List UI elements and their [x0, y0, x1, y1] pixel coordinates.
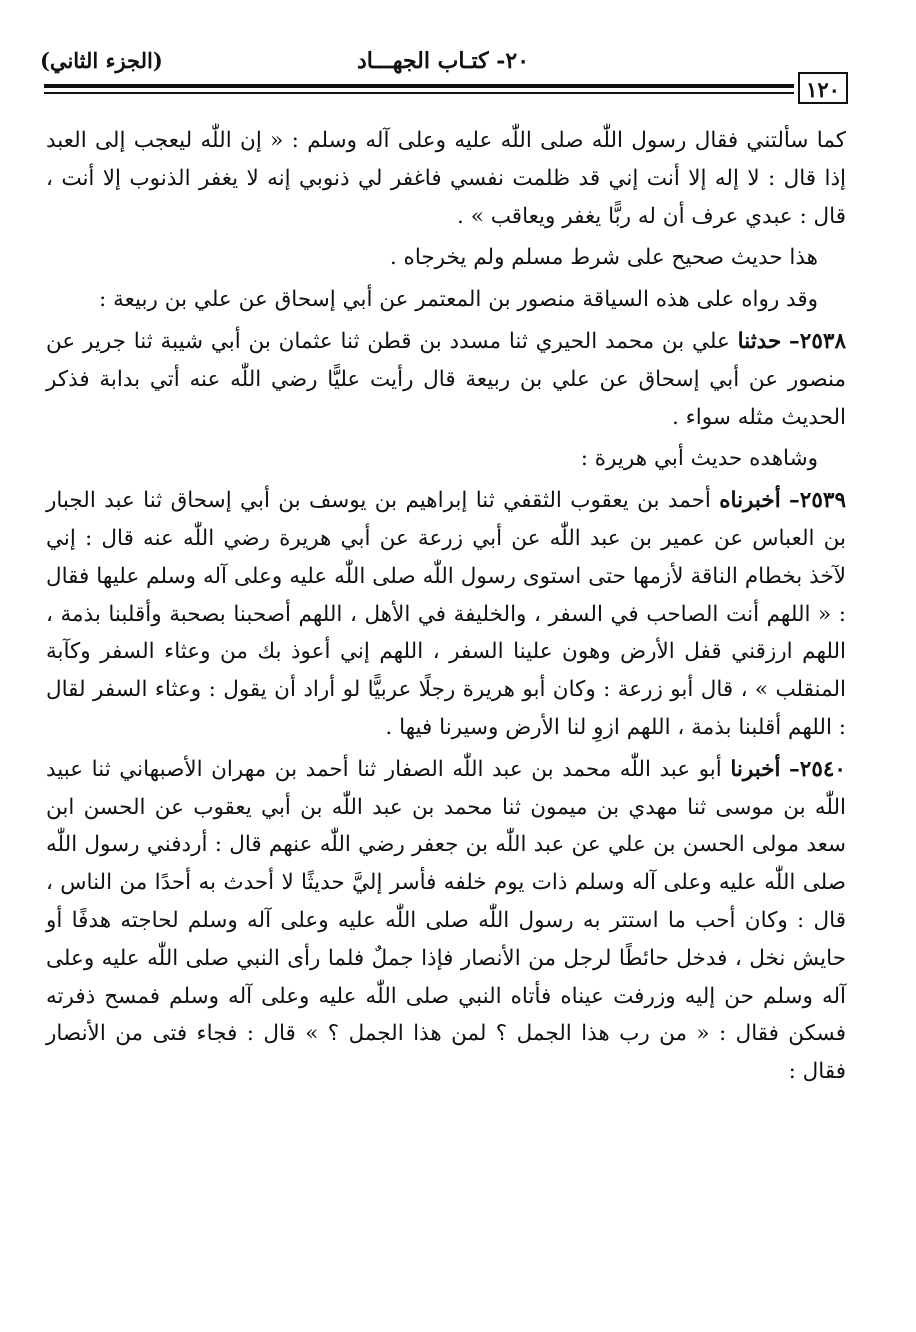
- paragraph: وشاهده حديث أبي هريرة :: [580, 446, 818, 472]
- hadith-2539: [46, 482, 846, 747]
- hadith-number: ٢٥٣٩–: [789, 488, 846, 514]
- hadith-lead-word: أخبرنا: [730, 756, 781, 782]
- paragraph: كما سألتني فقال رسول اللّٰه صلى اللّٰه عليه وعلى آله وسلم : « إن اللّٰه ليعجب إلى العبد إذا قال : لا إله إلا أنت إني قد ظلمت نفسي فاغفر لي ذنوبي إنه لا يغفر الذنوب إلا أنت ، قال : عبدي عرف أن له ربًّا يغفر ويعاقب » .: [46, 128, 846, 229]
- hadith-2540: [46, 751, 846, 1091]
- paragraph: وقد رواه على هذه السياقة منصور بن المعتمر عن أبي إسحاق عن علي بن ربيعة :: [99, 287, 818, 313]
- hadith-2538: [46, 323, 846, 436]
- book-chapter-title: ٢٠- كتـاب الجهـــاد: [356, 48, 530, 74]
- hadith-text: أحمد بن يعقوب الثقفي ثنا إبراهيم بن يوسف بن أبي إسحاق ثنا عبد الجبار بن العباس عن عمير بن عبد اللّٰه عن أبي زرعة عن أبي هريرة رضي اللّٰه عنه قال : إني لآخذ بخطام الناقة لأزمها حتى استوى رسول اللّٰه صلى اللّٰه عليه وعلى آله وسلم عليها فقال : « اللهم أنت الصاحب في السفر ، والخليفة في الأهل ، اللهم أصحبنا بصحبة وأقلبنا بذمة ، اللهم ارزقني قفل الأرض وهون علينا السفر ، اللهم إني أعوذ بك من وعثاء السفر وكآبة المنقلب » ، قال أبو زرعة : وكان أبو هريرة رجلًا عربيًّا لو أراد أن يقول : وعثاء السفر لقال : اللهم أقلبنا بذمة ، اللهم ازوِ لنا الأرض وسيرنا فيها .: [46, 488, 846, 740]
- hadith-text: علي بن محمد الحيري ثنا مسدد بن قطن ثنا عثمان بن أبي شيبة ثنا جرير عن منصور عن أبي إسحاق عن علي بن ربيعة قال رأيت عليًّا رضي اللّٰه عنه أتي بدابة فذكر الحديث مثله سواء .: [46, 328, 846, 430]
- hadith-text: أبو عبد اللّٰه محمد بن عبد اللّٰه الصفار ثنا أحمد بن مهران الأصبهاني ثنا عبيد اللّٰه بن موسى ثنا مهدي بن ميمون ثنا محمد بن عبد اللّٰه بن أبي يعقوب عن الحسن ابن سعد مولى الحسن بن علي عن عبد اللّٰه بن جعفر رضي اللّٰه عنهم قال : أردفني رسول اللّٰه صلى اللّٰه عليه وعلى آله وسلم ذات يوم خلفه فأسر إليَّ حديثًا لا أحدث به أحدًا من الناس ، قال : وكان أحب ما استتر به رسول اللّٰه صلى اللّٰه عليه وعلى آله وسلم لحاجته هدفًا أو حايش نخل ، فدخل حائطًا لرجل من الأنصار فإذا جملٌ فلما رأى النبي صلى اللّٰه عليه وعلى آله وسلم حن إليه وزرفت عيناه فأتاه النبي صلى اللّٰه عليه وعلى آله وسلم فمسح ذفرته فسكن فقال : « من رب هذا الجمل ؟ لمن هذا الجمل ؟ » قال : فجاء فتى من الأنصار فقال :: [46, 756, 846, 1085]
- hadith-lead-word: أخبرناه: [719, 488, 781, 514]
- volume-label: (الجزء الثاني): [40, 48, 163, 73]
- hadith-number: ٢٥٣٨–: [789, 328, 846, 354]
- header-rule-thick: [44, 84, 794, 88]
- hadith-lead-word: حدثنا: [737, 328, 782, 354]
- paragraph: هذا حديث صحيح على شرط مسلم ولم يخرجاه .: [389, 245, 818, 271]
- page-number: ١٢٠: [798, 72, 848, 104]
- header-rule-thin: [44, 92, 794, 94]
- hadith-number: ٢٥٤٠–: [789, 756, 846, 782]
- running-header: [40, 44, 846, 84]
- page-body: [46, 122, 846, 1095]
